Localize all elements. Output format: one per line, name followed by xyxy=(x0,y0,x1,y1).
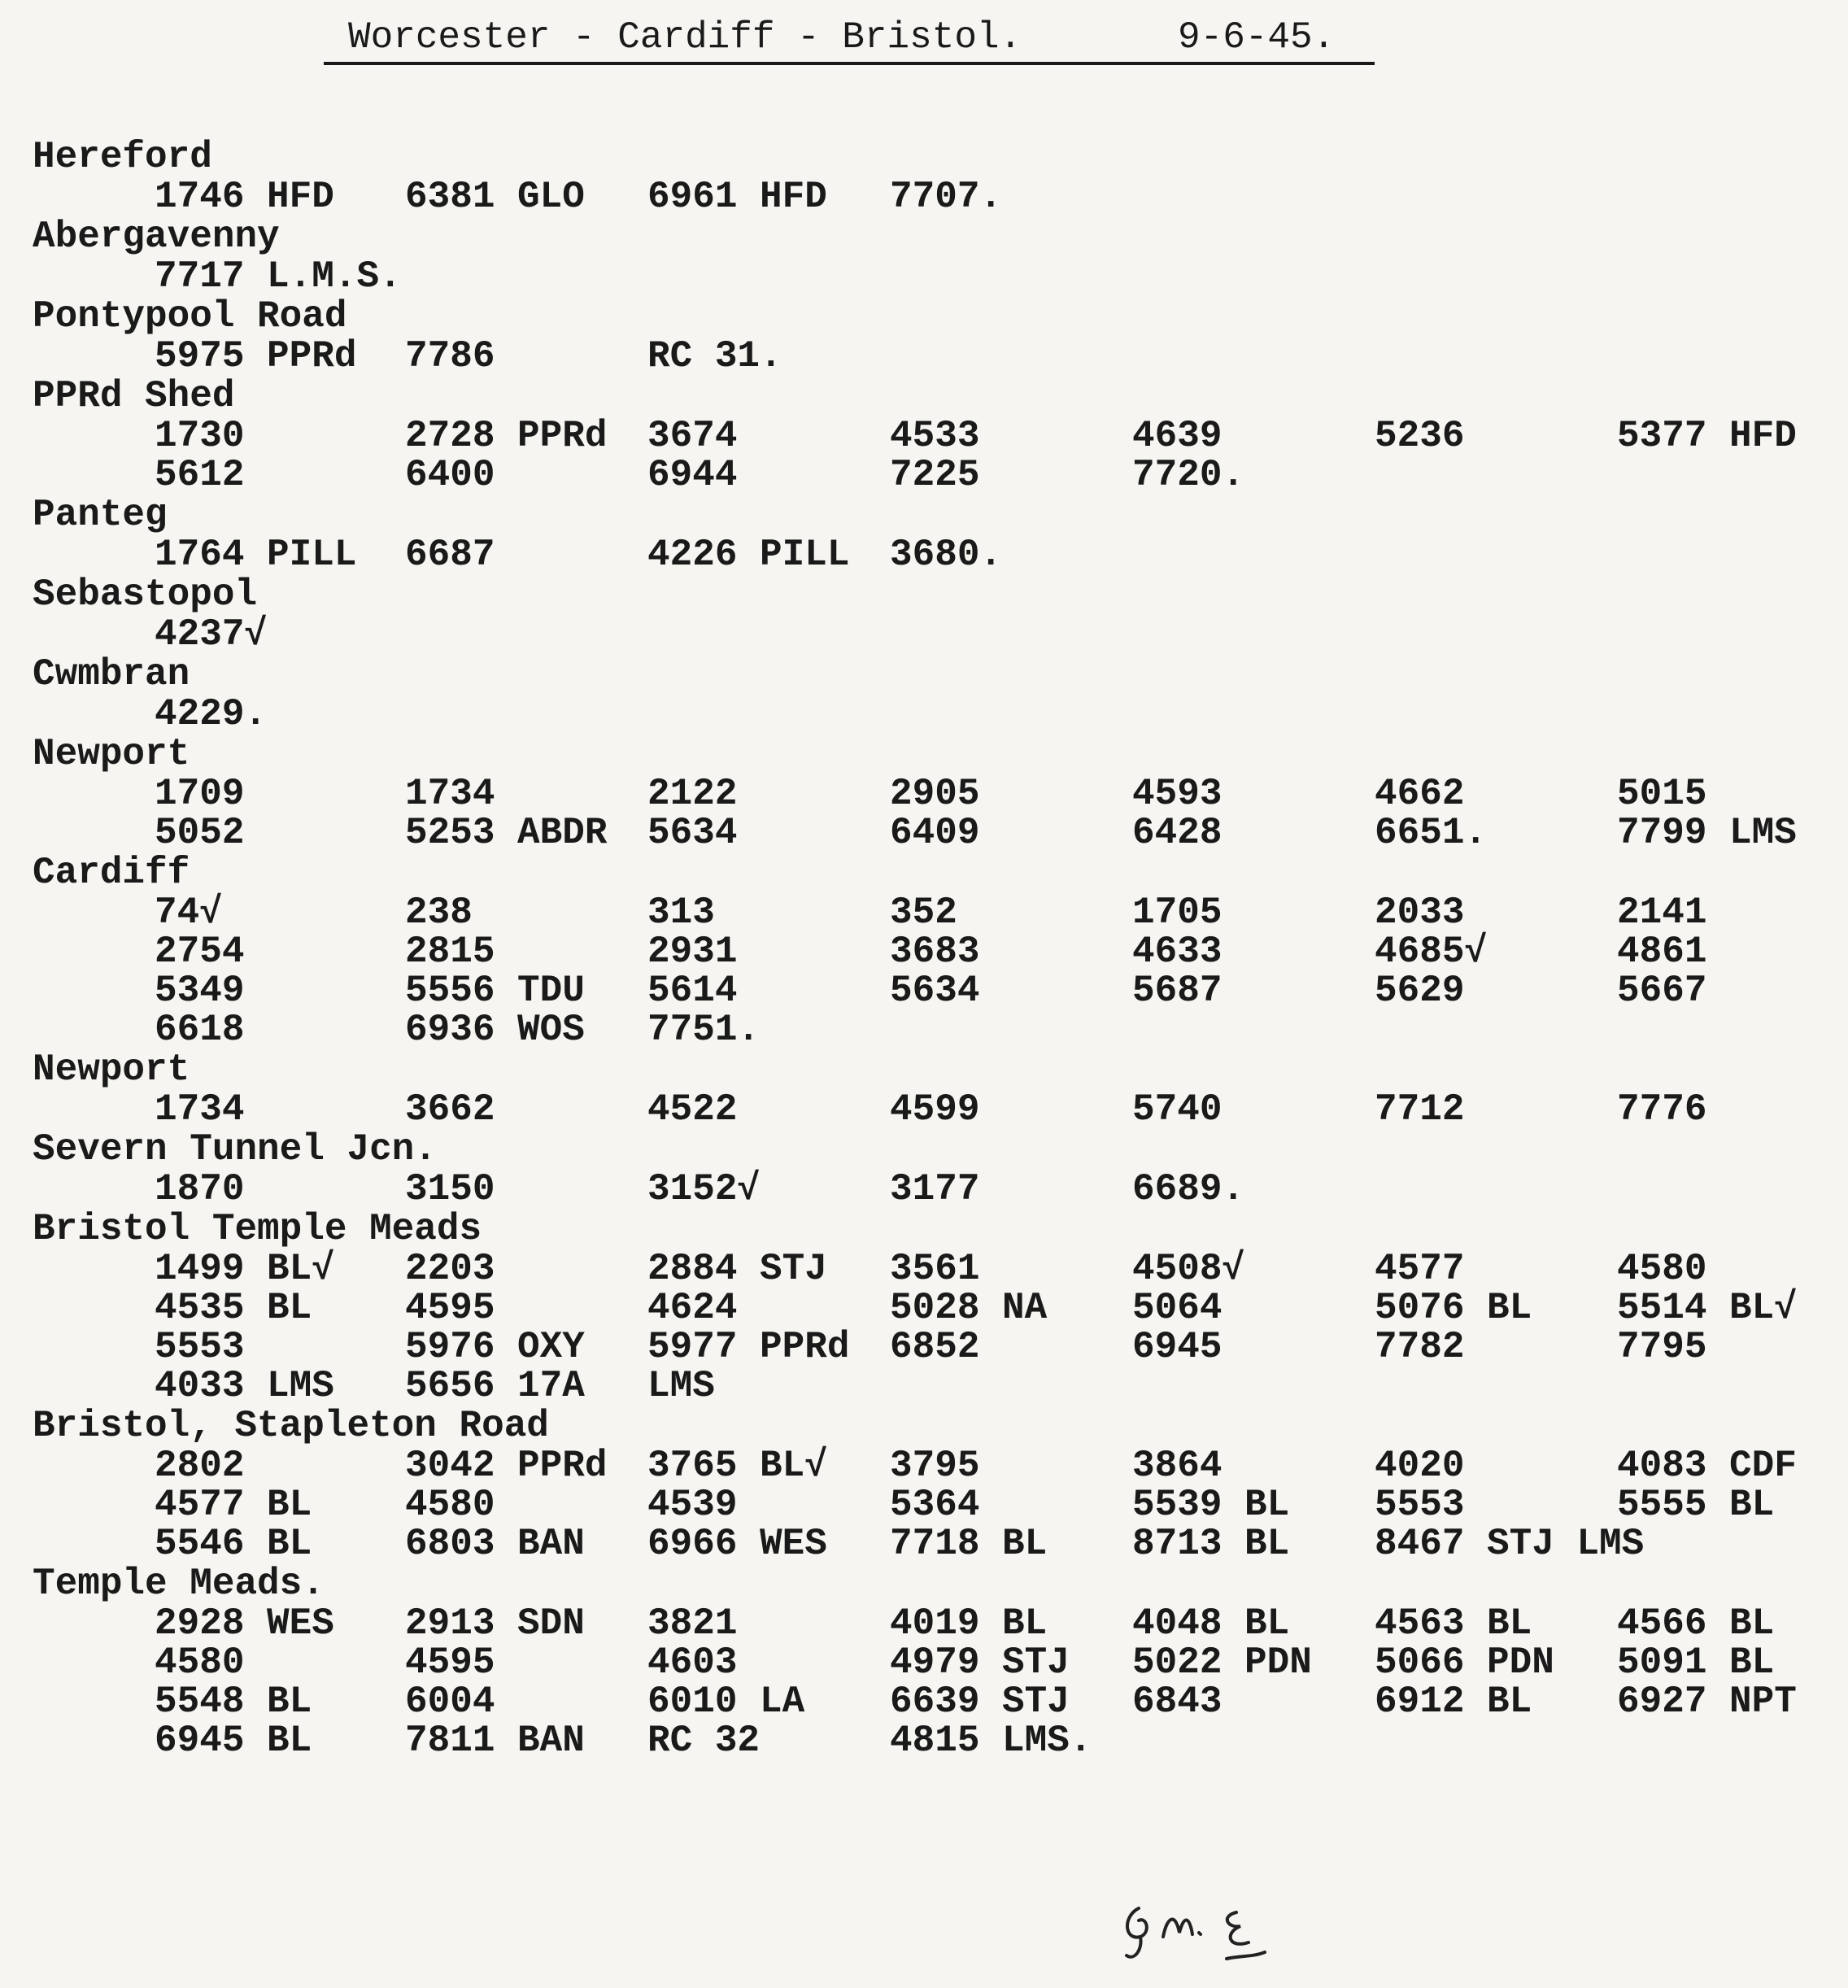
locomotive-entry: 5553 xyxy=(1375,1484,1465,1526)
locomotive-entry: 5556 TDU xyxy=(405,970,585,1012)
locomotive-row xyxy=(0,177,1848,216)
locomotive-entry: 4580 xyxy=(405,1484,495,1526)
locomotive-row xyxy=(0,1010,1848,1049)
locomotive-entry: 1709 xyxy=(155,773,245,815)
locomotive-row xyxy=(0,416,1848,456)
locomotive-row xyxy=(0,1367,1848,1406)
locomotive-entry: 1746 HFD xyxy=(155,176,334,218)
locomotive-row xyxy=(0,337,1848,376)
locomotive-entry: 4979 STJ xyxy=(890,1641,1070,1684)
locomotive-entry: 2141 xyxy=(1617,892,1707,934)
section-title: Abergavenny xyxy=(33,216,280,258)
locomotive-entry: RC 32 xyxy=(647,1720,761,1762)
locomotive-entry: 2728 PPRd xyxy=(405,415,608,457)
locomotive-entry: 7720. xyxy=(1132,454,1245,496)
locomotive-entry: 6927 NPT xyxy=(1617,1681,1797,1723)
locomotive-entry: 4539 xyxy=(647,1484,738,1526)
locomotive-entry: 4020 xyxy=(1375,1445,1465,1487)
locomotive-entry: 5253 ABDR xyxy=(405,812,608,854)
locomotive-entry: 5022 PDN xyxy=(1132,1641,1312,1684)
handwritten-signature xyxy=(1114,1892,1285,1965)
locomotive-row xyxy=(0,1721,1848,1760)
locomotive-entry: 4237√ xyxy=(155,613,268,656)
locomotive-entry: 5740 xyxy=(1132,1088,1223,1131)
section-title: Hereford xyxy=(33,136,212,178)
locomotive-row xyxy=(0,774,1848,813)
locomotive-entry: 7795 xyxy=(1617,1326,1707,1368)
locomotive-entry: 4603 xyxy=(647,1641,738,1684)
locomotive-entry: 4861 xyxy=(1617,931,1707,973)
locomotive-entry: 7717 L.M.S. xyxy=(155,255,402,298)
locomotive-entry: 3674 xyxy=(647,415,738,457)
locomotive-entry: 5634 xyxy=(647,812,738,854)
locomotive-entry: 3152√ xyxy=(647,1168,761,1210)
locomotive-entry: 5629 xyxy=(1375,970,1465,1012)
locomotive-entry: 3177 xyxy=(890,1168,980,1210)
locomotive-entry: 238 xyxy=(405,892,473,934)
section-title: Cwmbran xyxy=(33,653,190,695)
locomotive-entry: 5548 BL xyxy=(155,1681,312,1723)
locomotive-entry: 1499 BL√ xyxy=(155,1248,334,1290)
locomotive-entry: 4685√ xyxy=(1375,931,1488,973)
locomotive-entry: 5667 xyxy=(1617,970,1707,1012)
locomotive-entry: 3864 xyxy=(1132,1445,1223,1487)
locomotive-entry: 6004 xyxy=(405,1681,495,1723)
locomotive-entry: 6428 xyxy=(1132,812,1223,854)
locomotive-entry: 6944 xyxy=(647,454,738,496)
locomotive-entry: 5612 xyxy=(155,454,245,496)
locomotive-entry: 4522 xyxy=(647,1088,738,1131)
locomotive-entry: 6945 xyxy=(1132,1326,1223,1368)
locomotive-row xyxy=(0,932,1848,971)
locomotive-entry: 4508√ xyxy=(1132,1248,1245,1290)
locomotive-entry: 4048 BL xyxy=(1132,1602,1290,1645)
section-title: Temple Meads. xyxy=(33,1563,325,1605)
locomotive-entry: 7707. xyxy=(890,176,1003,218)
locomotive-entry: RC 31. xyxy=(647,335,782,377)
locomotive-entry: 6639 STJ xyxy=(890,1681,1070,1723)
locomotive-entry: 6945 BL xyxy=(155,1720,312,1762)
locomotive-entry: 352 xyxy=(890,892,957,934)
locomotive-row xyxy=(0,1446,1848,1485)
locomotive-entry: 6651. xyxy=(1375,812,1488,854)
locomotive-entry: 5076 BL xyxy=(1375,1287,1532,1329)
locomotive-entry: 6843 xyxy=(1132,1681,1223,1723)
locomotive-entry: 6936 WOS xyxy=(405,1009,585,1051)
locomotive-entry: 5546 BL xyxy=(155,1523,312,1565)
locomotive-entry: 4624 xyxy=(647,1287,738,1329)
locomotive-entry: 3561 xyxy=(890,1248,980,1290)
locomotive-entry: 1734 xyxy=(405,773,495,815)
locomotive-entry: 5687 xyxy=(1132,970,1223,1012)
locomotive-entry: 6409 xyxy=(890,812,980,854)
locomotive-entry: 3683 xyxy=(890,931,980,973)
locomotive-row xyxy=(0,1249,1848,1288)
locomotive-row xyxy=(0,1682,1848,1721)
locomotive-entry: 2815 xyxy=(405,931,495,973)
locomotive-row xyxy=(0,1524,1848,1563)
locomotive-row xyxy=(0,535,1848,574)
locomotive-row xyxy=(0,1170,1848,1209)
locomotive-entry: 4580 xyxy=(155,1641,245,1684)
section-title: Bristol, Stapleton Road xyxy=(33,1405,549,1447)
locomotive-entry: 4533 xyxy=(890,415,980,457)
locomotive-entry: 6803 BAN xyxy=(405,1523,585,1565)
locomotive-entry: 7225 xyxy=(890,454,980,496)
locomotive-entry: 1734 xyxy=(155,1088,245,1131)
locomotive-entry: 3042 PPRd xyxy=(405,1445,608,1487)
locomotive-entry: 4229. xyxy=(155,693,268,735)
locomotive-entry: 2905 xyxy=(890,773,980,815)
locomotive-row xyxy=(0,1328,1848,1367)
locomotive-entry: 3821 xyxy=(647,1602,738,1645)
locomotive-entry: 4633 xyxy=(1132,931,1223,973)
locomotive-entry: 5555 BL xyxy=(1617,1484,1775,1526)
locomotive-entry: 1730 xyxy=(155,415,245,457)
locomotive-entry: 7786 xyxy=(405,335,495,377)
locomotive-entry: 4033 LMS xyxy=(155,1365,334,1407)
section-title: Severn Tunnel Jcn. xyxy=(33,1128,437,1171)
locomotive-entry: 3150 xyxy=(405,1168,495,1210)
locomotive-entry: 7782 xyxy=(1375,1326,1465,1368)
locomotive-entry: 5349 xyxy=(155,970,245,1012)
locomotive-entry: 4595 xyxy=(405,1641,495,1684)
locomotive-entry: 5028 NA xyxy=(890,1287,1048,1329)
locomotive-entry: 3662 xyxy=(405,1088,495,1131)
locomotive-entry: 6689. xyxy=(1132,1168,1245,1210)
locomotive-entry: 2884 STJ xyxy=(647,1248,827,1290)
document-title xyxy=(324,11,1375,65)
locomotive-entry: 2203 xyxy=(405,1248,495,1290)
section-title: Bristol Temple Meads xyxy=(33,1208,482,1250)
locomotive-entry: 5064 xyxy=(1132,1287,1223,1329)
locomotive-row xyxy=(0,1090,1848,1129)
locomotive-entry: 2802 xyxy=(155,1445,245,1487)
locomotive-entry: 1705 xyxy=(1132,892,1223,934)
locomotive-entry: 5364 xyxy=(890,1484,980,1526)
locomotive-entry: 5634 xyxy=(890,970,980,1012)
locomotive-entry: 2122 xyxy=(647,773,738,815)
locomotive-row xyxy=(0,893,1848,932)
locomotive-entry: 7718 BL xyxy=(890,1523,1048,1565)
locomotive-entry: 4577 BL xyxy=(155,1484,312,1526)
locomotive-entry: 6852 xyxy=(890,1326,980,1368)
locomotive-row xyxy=(0,615,1848,654)
locomotive-entry: 4019 BL xyxy=(890,1602,1048,1645)
locomotive-entry: 4639 xyxy=(1132,415,1223,457)
locomotive-entry: 6400 xyxy=(405,454,495,496)
locomotive-entry: 4593 xyxy=(1132,773,1223,815)
locomotive-entry: 2928 WES xyxy=(155,1602,334,1645)
locomotive-entry: 6010 LA xyxy=(647,1681,805,1723)
section-title: Cardiff xyxy=(33,852,190,894)
locomotive-entry: 2033 xyxy=(1375,892,1465,934)
locomotive-entry: 4566 BL xyxy=(1617,1602,1775,1645)
locomotive-entry: 6618 xyxy=(155,1009,245,1051)
locomotive-entry: 7712 xyxy=(1375,1088,1465,1131)
locomotive-entry: LMS xyxy=(647,1365,715,1407)
section-title: Sebastopol xyxy=(33,573,258,616)
locomotive-entry: 2931 xyxy=(647,931,738,973)
locomotive-entry: 4563 BL xyxy=(1375,1602,1532,1645)
locomotive-entry: 6966 WES xyxy=(647,1523,827,1565)
locomotive-entry: 8713 BL xyxy=(1132,1523,1290,1565)
locomotive-entry: 7799 LMS xyxy=(1617,812,1797,854)
locomotive-entry: 8467 STJ LMS xyxy=(1375,1523,1645,1565)
locomotive-row xyxy=(0,1604,1848,1643)
locomotive-row xyxy=(0,257,1848,296)
locomotive-entry: 3765 BL√ xyxy=(647,1445,827,1487)
section-title: Newport xyxy=(33,733,190,775)
locomotive-row xyxy=(0,456,1848,495)
locomotive-entry: 4577 xyxy=(1375,1248,1465,1290)
locomotive-entry: 7811 BAN xyxy=(405,1720,585,1762)
locomotive-row xyxy=(0,1485,1848,1524)
section-title: PPRd Shed xyxy=(33,375,235,417)
locomotive-entry: 5976 OXY xyxy=(405,1326,585,1368)
locomotive-entry: 4599 xyxy=(890,1088,980,1131)
locomotive-entry: 6687 xyxy=(405,534,495,576)
locomotive-entry: 5015 xyxy=(1617,773,1707,815)
locomotive-entry: 5514 BL√ xyxy=(1617,1287,1797,1329)
locomotive-entry: 5236 xyxy=(1375,415,1465,457)
locomotive-entry: 313 xyxy=(647,892,715,934)
locomotive-entry: 2913 SDN xyxy=(405,1602,585,1645)
locomotive-entry: 4662 xyxy=(1375,773,1465,815)
locomotive-row xyxy=(0,695,1848,734)
locomotive-entry: 6381 GLO xyxy=(405,176,585,218)
locomotive-entry: 4580 xyxy=(1617,1248,1707,1290)
locomotive-entry: 5052 xyxy=(155,812,245,854)
locomotive-entry: 3795 xyxy=(890,1445,980,1487)
locomotive-row xyxy=(0,971,1848,1010)
locomotive-entry: 4815 LMS. xyxy=(890,1720,1092,1762)
locomotive-entry: 5656 17A xyxy=(405,1365,585,1407)
locomotive-entry: 4226 PILL xyxy=(647,534,850,576)
locomotive-entry: 5975 PPRd xyxy=(155,335,357,377)
locomotive-entry: 5377 HFD xyxy=(1617,415,1797,457)
locomotive-entry: 1764 PILL xyxy=(155,534,357,576)
locomotive-entry: 4595 xyxy=(405,1287,495,1329)
section-title: Pontypool Road xyxy=(33,295,347,338)
route-title: Worcester - Cardiff - Bristol. xyxy=(348,16,1022,59)
date-label: 9-6-45. xyxy=(1178,16,1336,59)
locomotive-entry: 7776 xyxy=(1617,1088,1707,1131)
locomotive-entry: 5553 xyxy=(155,1326,245,1368)
locomotive-entry: 2754 xyxy=(155,931,245,973)
section-title: Panteg xyxy=(33,494,168,536)
locomotive-entry: 5614 xyxy=(647,970,738,1012)
locomotive-entry: 74√ xyxy=(155,892,222,934)
locomotive-row xyxy=(0,813,1848,852)
locomotive-entry: 5539 BL xyxy=(1132,1484,1290,1526)
locomotive-entry: 5066 PDN xyxy=(1375,1641,1554,1684)
locomotive-entry: 1870 xyxy=(155,1168,245,1210)
locomotive-entry: 5977 PPRd xyxy=(647,1326,850,1368)
locomotive-row xyxy=(0,1643,1848,1682)
locomotive-entry: 6961 HFD xyxy=(647,176,827,218)
locomotive-entry: 4083 CDF xyxy=(1617,1445,1797,1487)
locomotive-entry: 7751. xyxy=(647,1009,761,1051)
locomotive-entry: 4535 BL xyxy=(155,1287,312,1329)
locomotive-row xyxy=(0,1288,1848,1328)
locomotive-entry: 6912 BL xyxy=(1375,1681,1532,1723)
section-title: Newport xyxy=(33,1048,190,1091)
locomotive-entry: 3680. xyxy=(890,534,1003,576)
locomotive-entry: 5091 BL xyxy=(1617,1641,1775,1684)
